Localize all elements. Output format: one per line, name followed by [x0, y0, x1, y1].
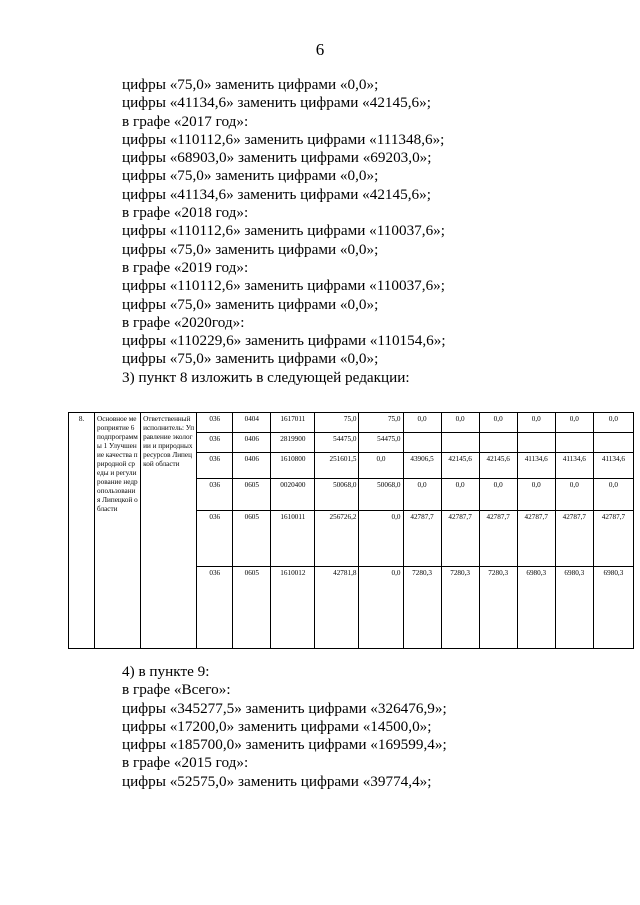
table-cell: 41134,6 — [517, 453, 555, 479]
table-cell: 41134,6 — [593, 453, 633, 479]
table-cell: 036 — [197, 433, 233, 453]
table-cell: 036 — [197, 567, 233, 649]
table-cell: 251601,5 — [315, 453, 359, 479]
table-cell: 0605 — [233, 567, 271, 649]
table-cell: 0,0 — [593, 413, 633, 433]
text-line: в графе «2017 год»: — [122, 112, 249, 130]
table-cell: 0020400 — [271, 479, 315, 511]
text-line: цифры «75,0» заменить цифрами «0,0»; — [122, 240, 379, 258]
text-line: цифры «110112,6» заменить цифрами «110037,6»; — [122, 277, 445, 295]
table-cell: 7280,3 — [441, 567, 479, 649]
table-cell: 41134,6 — [555, 453, 593, 479]
table-cell: 036 — [197, 511, 233, 567]
text-line: цифры «41134,6» заменить цифрами «42145,6»; — [122, 185, 431, 203]
table-cell: 42145,6 — [441, 453, 479, 479]
table-cell: 75,0 — [359, 413, 403, 433]
text-line: в графе «2019 год»: — [122, 258, 249, 276]
table-cell: 1610011 — [271, 511, 315, 567]
table-cell: 0,0 — [359, 453, 403, 479]
program-table — [68, 412, 634, 649]
table-cell: 7280,3 — [403, 567, 441, 649]
table-cell: 0,0 — [555, 479, 593, 511]
table-cell: 42787,7 — [517, 511, 555, 567]
table-cell: 0,0 — [359, 567, 403, 649]
table-cell: 50068,0 — [359, 479, 403, 511]
table-cell: 42781,8 — [315, 567, 359, 649]
page-number: 6 — [315, 40, 325, 59]
table-cell: 0605 — [233, 511, 271, 567]
text-line: цифры «185700,0» заменить цифрами «169599,4»; — [122, 736, 447, 754]
table-row — [69, 413, 634, 433]
table-cell: 0,0 — [441, 413, 479, 433]
amendment-text-top — [122, 76, 446, 387]
table-cell: 0,0 — [479, 479, 517, 511]
text-line: цифры «110112,6» заменить цифрами «111348,6»; — [122, 130, 445, 148]
text-line: цифры «75,0» заменить цифрами «0,0»; — [122, 350, 379, 368]
text-line: в графе «Всего»: — [122, 681, 231, 699]
table-cell: 42787,7 — [593, 511, 633, 567]
table-cell: 0,0 — [555, 413, 593, 433]
table-cell: 1610800 — [271, 453, 315, 479]
table-cell — [517, 433, 555, 453]
table-cell: 6980,3 — [593, 567, 633, 649]
table-cell: 0605 — [233, 479, 271, 511]
item-number-cell: 8. — [69, 413, 95, 649]
table-cell: 1617011 — [271, 413, 315, 433]
table-cell: 42787,7 — [555, 511, 593, 567]
table-cell: 1610012 — [271, 567, 315, 649]
table-cell: 6980,3 — [555, 567, 593, 649]
text-line: цифры «41134,6» заменить цифрами «42145,6»; — [122, 94, 431, 112]
table-cell — [479, 433, 517, 453]
table-cell — [555, 433, 593, 453]
text-line: цифры «110229,6» заменить цифрами «110154,6»; — [122, 332, 446, 350]
text-line: в графе «2018 год»: — [122, 204, 249, 222]
table-cell: 43906,5 — [403, 453, 441, 479]
table-cell: 54475,0 — [359, 433, 403, 453]
table-cell: 0,0 — [479, 413, 517, 433]
table-cell — [403, 433, 441, 453]
table-cell: 42787,7 — [441, 511, 479, 567]
text-line: 3) пункт 8 изложить в следующей редакции: — [122, 368, 410, 386]
text-line: цифры «68903,0» заменить цифрами «69203,0»; — [122, 149, 432, 167]
table-cell: 0406 — [233, 453, 271, 479]
text-line: цифры «17200,0» заменить цифрами «14500,0»; — [122, 717, 432, 735]
text-line: цифры «75,0» заменить цифрами «0,0»; — [122, 295, 379, 313]
table-cell: 0406 — [233, 433, 271, 453]
amendment-text-bottom — [122, 663, 447, 791]
text-line: в графе «2020год»: — [122, 313, 245, 331]
table-cell: 7280,3 — [479, 567, 517, 649]
table-cell: 0404 — [233, 413, 271, 433]
table-cell: 42787,7 — [403, 511, 441, 567]
text-line: цифры «110112,6» заменить цифрами «110037,6»; — [122, 222, 445, 240]
table-cell: 50068,0 — [315, 479, 359, 511]
text-line: цифры «75,0» заменить цифрами «0,0»; — [122, 76, 379, 93]
table-cell: 0,0 — [441, 479, 479, 511]
table-cell: 036 — [197, 479, 233, 511]
text-line: 4) в пункте 9: — [122, 663, 210, 680]
table-cell: 0,0 — [517, 479, 555, 511]
table-cell — [441, 433, 479, 453]
table-cell: 42145,6 — [479, 453, 517, 479]
table-cell: 036 — [197, 453, 233, 479]
table-cell: 2819900 — [271, 433, 315, 453]
table-cell: 6980,3 — [517, 567, 555, 649]
text-line: в графе «2015 год»: — [122, 754, 249, 772]
text-line: цифры «52575,0» заменить цифрами «39774,4»; — [122, 772, 432, 790]
executor-cell: Ответственный исполнитель: Управление экологии и природных ресурсов Липецкой области — [141, 413, 197, 649]
table-cell: 75,0 — [315, 413, 359, 433]
table-cell: 0,0 — [517, 413, 555, 433]
table-cell: 54475,0 — [315, 433, 359, 453]
table-cell: 0,0 — [403, 479, 441, 511]
text-line: цифры «345277,5» заменить цифрами «326476,9»; — [122, 699, 447, 717]
table-cell: 036 — [197, 413, 233, 433]
table-cell — [593, 433, 633, 453]
table-cell: 0,0 — [359, 511, 403, 567]
text-line: цифры «75,0» заменить цифрами «0,0»; — [122, 167, 379, 185]
table-cell: 256726,2 — [315, 511, 359, 567]
measure-name-cell: Основное мероприятие 6 подпрограммы 1 Улучшение качества природной среды и регулирование недропользования Липецкой области — [95, 413, 141, 649]
table-cell: 0,0 — [593, 479, 633, 511]
table-cell: 0,0 — [403, 413, 441, 433]
table-cell: 42787,7 — [479, 511, 517, 567]
